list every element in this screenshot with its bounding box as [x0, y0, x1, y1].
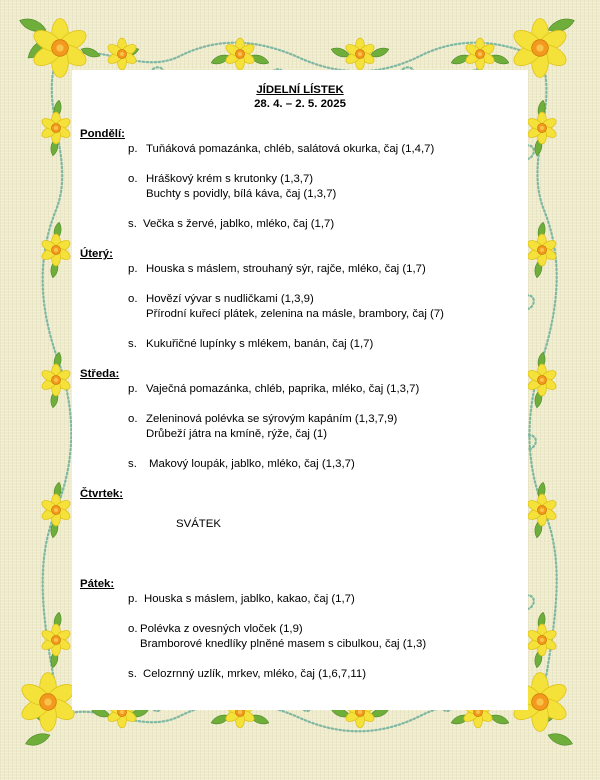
meal-mark: p.	[128, 593, 138, 605]
meal-item: Polévka z ovesných vloček (1,9)	[140, 623, 303, 635]
meal-item: Přírodní kuřecí plátek, zelenina na másle, brambory, čaj (7)	[146, 308, 444, 320]
day-friday-heading: Pátek:	[80, 578, 115, 590]
meal-item: Drůbeží játra na kmíně, rýže, čaj (1)	[146, 428, 328, 440]
meal-mark: o.	[128, 173, 138, 185]
meal-item: Hráškový krém s krutonky (1,3,7)	[146, 173, 314, 185]
leaf-icon	[546, 730, 574, 748]
meal-item: Buchty s povidly, bílá káva, čaj (1,3,7)	[146, 188, 337, 200]
meal-mark: s.	[128, 668, 137, 680]
day-thursday-heading: Čtvrtek:	[80, 488, 124, 500]
meal-item: Celozrnný uzlík, mrkev, mléko, čaj (1,6,7,11)	[143, 668, 367, 680]
day-monday-heading: Pondělí:	[80, 128, 125, 140]
daffodil-icon	[526, 364, 558, 396]
date-range: 28. 4. – 2. 5. 2025	[254, 98, 346, 110]
meal-item: Tuňáková pomazánka, chléb, salátová okurka, čaj (1,4,7)	[146, 143, 435, 155]
daffodil-icon	[18, 673, 77, 732]
meal-mark: o.	[128, 293, 138, 305]
meal-item: Houska s máslem, jablko, kakao, čaj (1,7)	[144, 593, 355, 605]
meal-item: Zeleninová polévka se sýrovým kapáním (1,3,7,9)	[146, 413, 398, 425]
meal-mark: p.	[128, 383, 138, 395]
meal-mark: s.	[128, 218, 137, 230]
day-wednesday-heading: Středa:	[80, 368, 120, 380]
day-tuesday-heading: Úterý:	[80, 248, 113, 260]
meal-item: Bramborové knedlíky plněné masem s cibulkou, čaj (1,3)	[140, 638, 427, 650]
meal-mark: s.	[128, 338, 137, 350]
daffodil-icon	[40, 494, 72, 526]
page-title: JÍDELNÍ LÍSTEK	[256, 84, 344, 96]
meal-mark: p.	[128, 143, 138, 155]
daffodil-icon	[40, 112, 72, 144]
meal-item: Hovězí vývar s nudličkami (1,3,9)	[146, 293, 314, 305]
holiday-note: SVÁTEK	[176, 518, 221, 530]
leaf-icon	[24, 730, 52, 748]
meal-item: Houska s máslem, strouhaný sýr, rajče, mléko, čaj (1,7)	[146, 263, 426, 275]
meal-mark: s.	[128, 458, 137, 470]
daffodil-icon	[526, 494, 558, 526]
meal-mark: p.	[128, 263, 138, 275]
meal-item: Kukuřičné lupínky s mlékem, banán, čaj (1,7)	[146, 338, 374, 350]
meal-item: Vaječná pomazánka, chléb, paprika, mléko, čaj (1,3,7)	[146, 383, 420, 395]
daffodil-icon	[526, 112, 558, 144]
meal-mark: o.	[128, 413, 138, 425]
meal-item: Večka s žervé, jablko, mléko, čaj (1,7)	[143, 218, 335, 230]
meal-item: Makový loupák, jablko, mléko, čaj (1,3,7)	[149, 458, 355, 470]
meal-mark: o.	[128, 623, 138, 635]
